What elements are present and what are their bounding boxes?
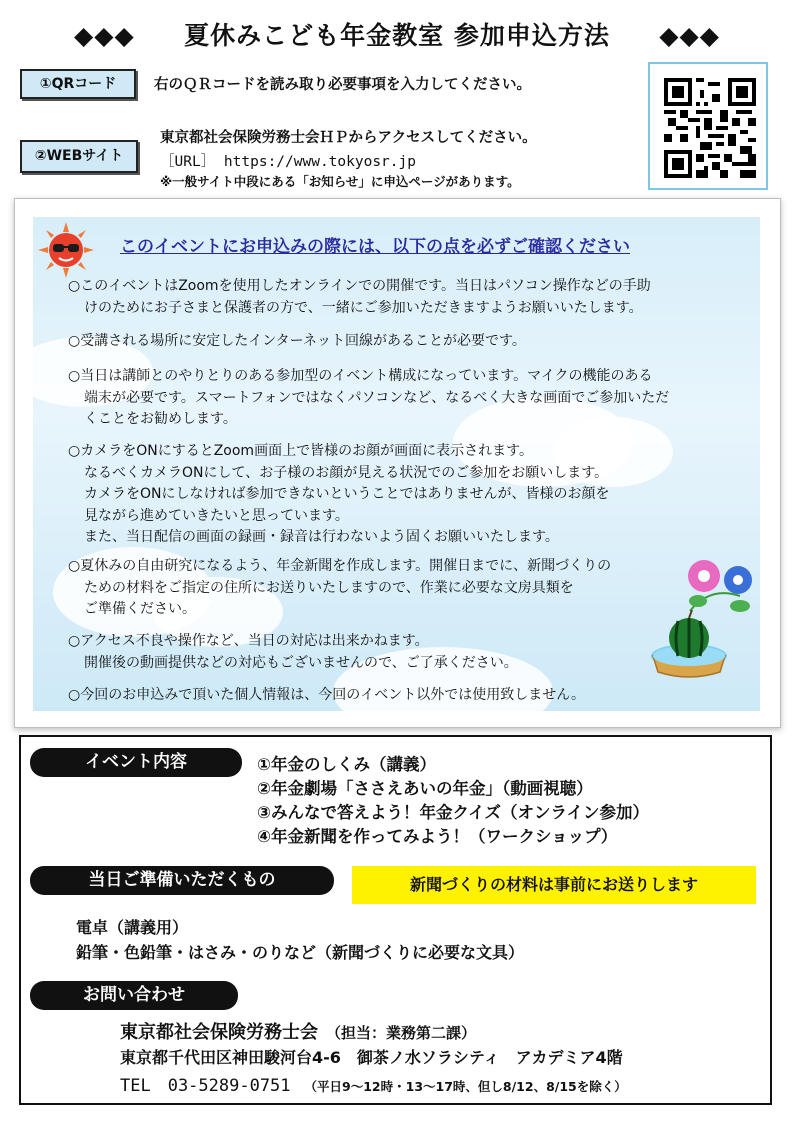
- title-deco-right: ◆◆◆: [659, 21, 720, 50]
- event-item-4: ④年金新聞を作ってみよう！（ワークショップ）: [257, 827, 618, 846]
- notice-item-privacy: ○今回のお申込みで頂いた個人情報は、今回のイベント以外では使用致しません。: [68, 687, 586, 703]
- web-instruction: 東京都社会保険労務士会ＨＰからアクセスしてください。: [160, 130, 537, 146]
- contact-tel[interactable]: TEL 03-5289-0751: [120, 1076, 291, 1096]
- event-item-2: ②年金劇場「ささえあいの年金」（動画視聴）: [257, 779, 593, 798]
- contact-hours: （平日9～12時・13～17時、但し8/12、8/15を除く）: [304, 1079, 627, 1094]
- page-title: [0, 16, 794, 52]
- prep-highlight: 新聞づくりの材料は事前にお送りします: [352, 866, 756, 904]
- notice-heading: このイベントにお申込みの際には、以下の点を必ずご確認ください: [120, 237, 630, 257]
- notice-item-zoom: ○このイベントはZoomを使用したオンラインでの開催です。当日はパソコン操作などの手助 けのためにお子さまと保護者の方で、一緒にご参加いただきますようお願いいたします。: [68, 278, 651, 316]
- notice-item-newspaper: ○夏休みの自由研究になるよう、年金新聞を作成します。開催日までに、新聞づくりの ための材料をご指定の住所にお送りいたしますので、作業に必要な文房具類を ご準備ください。: [68, 558, 612, 617]
- notice-item-support: ○アクセス不良や操作など、当日の対応は出来かねます。 開催後の動画提供などの対応もございませんので、ご了承ください。: [68, 633, 518, 671]
- notice-item-camera: ○カメラをONにするとZoom画面上で皆様のお顔が画面に表示されます。 なるべくカメラONにして、お子様のお顔が見える状況でのご参加をお願いします。 カメラをONにしなければ参加できないということではありませんが、皆様のお顔を 見ながら進めていきたいと思っています。 また、当日配信の画面の録画・録音は行わないよう固くお願いいたします。: [68, 443, 610, 545]
- watermelon-icon: [648, 606, 730, 680]
- qr-code-frame: [648, 62, 768, 190]
- web-method-label: ②WEBサイト: [20, 140, 138, 173]
- title-deco-left: ◆◆◆: [74, 21, 135, 50]
- contact-address: 東京都千代田区神田駿河台4-6 御茶ノ水ソラシティ アカデミア4階: [120, 1048, 623, 1067]
- contact-org: [120, 1018, 476, 1044]
- web-url[interactable]: ［URL］ https://www.tokyosr.jp: [160, 154, 416, 170]
- event-item-3: ③みんなで答えよう！年金クイズ（オンライン参加）: [257, 803, 649, 822]
- notice-item-internet: ○受講される場所に安定したインターネット回線があることが必要です。: [68, 333, 526, 349]
- qr-instruction: 右のＱＲコードを読み取り必要事項を入力してください。: [154, 77, 531, 93]
- contact-label: お問い合わせ: [30, 981, 238, 1010]
- contact-org-name: 東京都社会保険労務士会: [120, 1022, 318, 1043]
- title-text: 夏休みこども年金教室 参加申込方法: [184, 21, 610, 50]
- contact-tel-line: [120, 1071, 627, 1096]
- prep-item-stationery: 鉛筆・色鉛筆・はさみ・のりなど（新聞づくりに必要な文具）: [76, 943, 525, 962]
- qr-method-label: ①QRコード: [20, 69, 136, 99]
- notice-item-interactive: ○当日は講師とのやりとりのある参加型のイベント構成になっています。マイクの機能のある 端末が必要です。スマートフォンではなくパソコンなど、なるべく大きな画面でご参加いただ くことをお勧めします。: [68, 368, 670, 427]
- event-content-label: イベント内容: [30, 748, 242, 777]
- qr-code-icon[interactable]: [664, 78, 756, 178]
- sun-sunglasses-icon: [38, 222, 94, 278]
- contact-dept: （担当：業務第二課）: [326, 1024, 477, 1042]
- event-item-1: ①年金のしくみ（講義）: [257, 755, 436, 774]
- prep-label: 当日ご準備いただくもの: [30, 866, 334, 895]
- prep-item-calculator: 電卓（講義用）: [76, 918, 189, 937]
- web-note: ※一般サイト中段にある「お知らせ」に申込ページがあります。: [160, 174, 520, 189]
